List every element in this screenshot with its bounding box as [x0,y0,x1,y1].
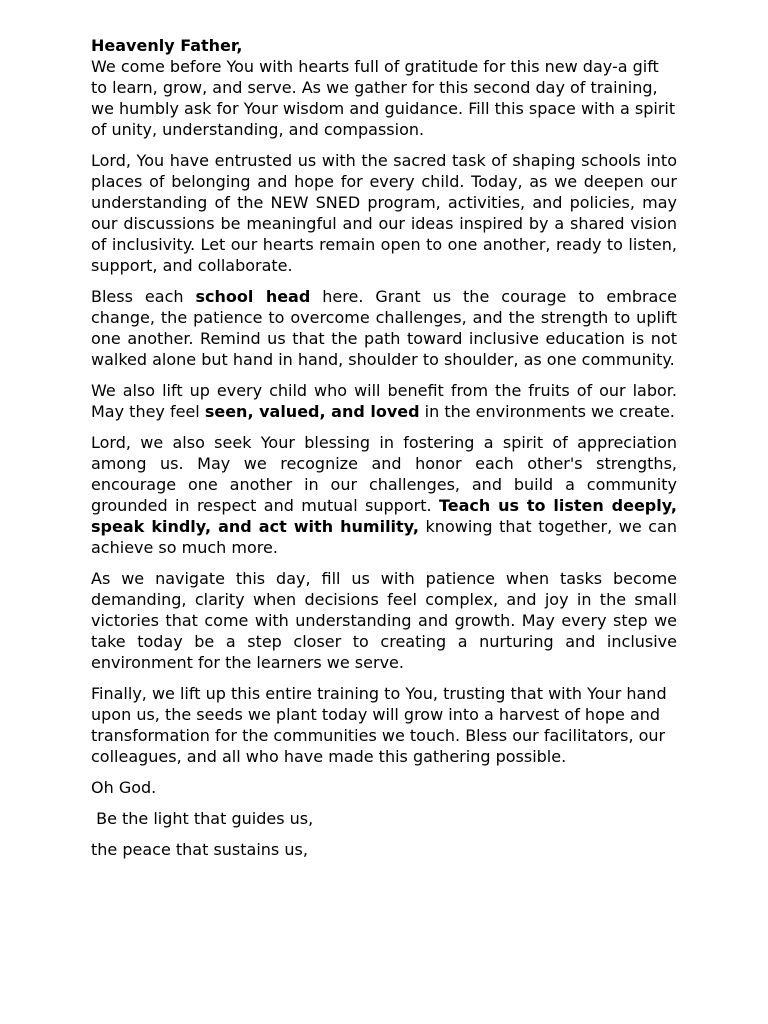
paragraph-8-text: Oh God. [91,778,157,797]
paragraph-6 [91,568,677,673]
paragraph-4-pre: We also lift up every child who will benefit from the fruits of our labor. May they feel [91,381,677,421]
paragraph-7 [91,683,677,767]
paragraph-7-text: Finally, we lift up this entire training to You, trusting that with Your hand upon us, the seeds we plant today will grow into a harvest of hope and transformation for the communities we touch. Bless our facilitators, our colleagues, and all who have made this gathering possible. [91,684,667,766]
paragraph-4-post: in the environments we create. [419,402,675,421]
paragraph-3-pre: Bless each [91,287,196,306]
paragraph-3 [91,286,677,370]
paragraph-5-pre: Lord, we also seek Your blessing in fostering a spirit of appreciation among us. May we recognize and honor each other's strengths, encourage one another in our challenges, and build a community grounded in respect and mutual support. [91,433,677,515]
paragraph-10 [91,839,677,860]
paragraph-8 [91,777,677,798]
paragraph-5-emphasis: Teach us to listen deeply, speak kindly, and act with humility, [91,496,678,536]
opening-paragraph [91,35,677,140]
paragraph-2-text: Lord, You have entrusted us with the sacred task of shaping schools into places of belonging and hope for every child. Today, as we deepen our understanding of the NEW SNED program, activities, and policies, may our discussions be meaningful and our ideas inspired by a shared vision of inclusivity. Let our hearts remain open to one another, ready to listen, support, and collaborate. [91,151,677,275]
paragraph-3-post: here. Grant us the courage to embrace change, the patience to overcome challenges, and the strength to uplift one another. Remind us that the path toward inclusive education is not walked alone but hand in hand, shoulder to shoulder, as one community. [91,287,677,369]
paragraph-10-text: the peace that sustains us, [91,840,308,859]
paragraph-1-text: We come before You with hearts full of gratitude for this new day-a gift to learn, grow, and serve. As we gather for this second day of training, we humbly ask for Your wisdom and guidance. Fill this space with a spirit of unity, understanding, and compassion. [91,57,676,139]
document-heading: Heavenly Father, [91,36,243,55]
prayer-document [91,35,677,870]
paragraph-4-emphasis: seen, valued, and loved [204,402,420,421]
paragraph-2 [91,150,677,276]
paragraph-5-post: knowing that together, we can achieve so much more. [91,517,678,557]
paragraph-9 [91,808,677,829]
paragraph-4 [91,380,677,422]
paragraph-5 [91,432,677,558]
paragraph-9-text: Be the light that guides us, [91,809,314,828]
paragraph-6-text: As we navigate this day, fill us with patience when tasks become demanding, clarity when decisions feel complex, and joy in the small victories that come with understanding and growth. May every step we take today be a step closer to creating a nurturing and inclusive environment for the learners we serve. [91,569,677,672]
paragraph-3-emphasis: school head [195,287,311,306]
